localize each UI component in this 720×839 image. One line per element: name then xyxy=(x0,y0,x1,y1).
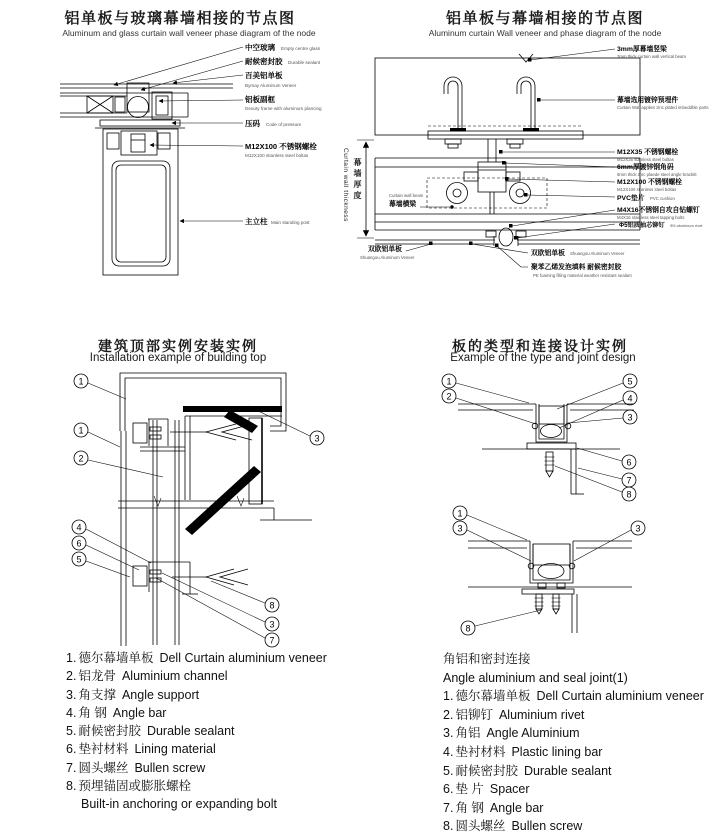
diagram-joint-design xyxy=(420,368,720,645)
label-aluminum-veneer-en: Bymay Aluminum Veneer xyxy=(245,83,297,88)
callout-5: 5 xyxy=(76,554,82,565)
legend-item xyxy=(66,667,327,685)
callout-2: 2 xyxy=(78,453,84,464)
legend-item xyxy=(443,706,704,725)
legend-en: Angle bar xyxy=(112,705,167,720)
legend-en: Durable sealant xyxy=(146,724,235,739)
legend-num: 5. xyxy=(66,724,77,739)
label-aluminum-veneer-zh: 百美铝单板 xyxy=(245,71,283,80)
dim-label-zh: 幕墙厚度 xyxy=(353,158,362,202)
legend-zh: 角支撑 xyxy=(78,687,116,702)
label-m12x35-en: M12X35 stainless steel boltas xyxy=(617,157,674,162)
legend-num: 5. xyxy=(443,763,454,778)
legend-heading-en: Angle aluminium and seal joint(1) xyxy=(443,670,628,685)
legend-en: Plastic lining bar xyxy=(511,744,603,759)
callout-4: 4 xyxy=(76,522,82,533)
panel-subtitle-installation: Installation example of building top xyxy=(89,352,267,364)
sealant-gasket-circle xyxy=(128,97,149,118)
label-vertical-beam-zh: 3mm厚幕墙竖梁 xyxy=(617,46,667,53)
wall-break-lines xyxy=(118,496,312,520)
callout-l1: 1 xyxy=(457,508,463,519)
panel-title-glass-node: 铝单板与玻璃幕墙相接的节点图 xyxy=(64,10,296,27)
legend-num: 4. xyxy=(443,744,454,759)
callout-u7: 7 xyxy=(626,475,632,486)
legend-item xyxy=(66,722,327,740)
legend-zh: 圆头螺丝 xyxy=(455,819,506,834)
label-insulating-glass-en: Empty centre glass xyxy=(281,46,321,51)
legend-zh: 德尔幕墙单板 xyxy=(78,651,154,665)
legend-item xyxy=(443,780,704,799)
dim-label-en: Curtain wall thickness xyxy=(342,148,349,222)
lower-joint-callouts xyxy=(453,506,645,635)
legend-zh: 圆头螺丝 xyxy=(78,760,129,775)
legend-item xyxy=(66,649,327,667)
bottom-labels xyxy=(360,242,632,279)
legend-en: Dell Curtain aluminium veneer xyxy=(536,689,704,704)
legend-installation xyxy=(66,649,327,814)
legend-num: 6. xyxy=(443,782,454,797)
legend-zh: 铝龙骨 xyxy=(78,669,116,684)
legend-item xyxy=(66,740,327,758)
callout-1a: 1 xyxy=(78,376,84,387)
label-subframe-zh: 铝板副框 xyxy=(245,95,275,104)
legend-en: Bullen screw xyxy=(134,760,206,775)
veneer-panel-and-channel xyxy=(121,416,190,646)
upper-joint-drawing xyxy=(458,404,634,494)
legend-item xyxy=(66,759,327,777)
legend-num: 2. xyxy=(66,669,77,684)
diagram-curtain-wall-node xyxy=(340,40,720,315)
legend-en: Aluminium rivet xyxy=(498,707,585,722)
legend-num: 3. xyxy=(443,726,454,741)
legend-en: Built-in anchoring or expanding bolt xyxy=(81,797,277,812)
callout-1b: 1 xyxy=(78,425,84,436)
legend-zh: 铝铆钉 xyxy=(455,707,493,722)
angle-bracket-connector xyxy=(464,139,520,214)
legend-item xyxy=(443,724,704,743)
label-m12x35-zh: M12X35 不锈钢螺栓 xyxy=(617,149,679,156)
callout-u1: 1 xyxy=(446,376,452,387)
label-veneer-left-en: Shuangou Aluminum Veneer xyxy=(360,255,415,260)
label-insulating-glass-zh: 中空玻璃 xyxy=(245,43,275,52)
callout-7: 7 xyxy=(269,635,275,646)
right-part-labels xyxy=(617,44,709,229)
label-rivet-zh: Φ5铝质抽芯铆钉 xyxy=(619,222,665,229)
callout-6: 6 xyxy=(76,538,82,549)
legend-en: Lining material xyxy=(134,742,216,757)
label-vertical-beam-en: 3mm thick curtain wall vertical beam xyxy=(617,54,687,59)
label-filler-en: PE foaming filling material weather resistant sealant xyxy=(533,273,632,278)
legend-num: 6. xyxy=(66,742,77,757)
legend-zh: 角 钢 xyxy=(78,705,107,720)
legend-en: Angle support xyxy=(121,687,200,702)
legend-item xyxy=(443,817,704,836)
label-pvc-cushion-zh: PVC垫片 xyxy=(617,195,645,202)
legend-zh: 垫 片 xyxy=(455,782,484,797)
legend-en: Bullen screw xyxy=(511,819,583,834)
legend-num: 8. xyxy=(66,779,77,794)
diagram-glass-curtain-node xyxy=(55,40,355,310)
panel-title-joint-design: 板的类型和连接设计实例 xyxy=(452,338,628,354)
upper-joint-callouts xyxy=(442,374,637,501)
concrete-slab xyxy=(375,54,640,135)
lower-joint-drawing xyxy=(468,541,632,633)
label-embed-part-en: Curtain Wall applies zinc plated imbeddble parts xyxy=(617,105,709,110)
pressure-cap xyxy=(95,120,185,128)
label-veneer-left-zh: 双欧铝单板 xyxy=(368,246,402,253)
legend-num: 1. xyxy=(443,689,454,704)
label-veneer-right-en: Shuangou Aluminum Veneer xyxy=(570,251,625,256)
legend-zh: 垫衬材料 xyxy=(455,744,506,759)
label-filler-zh: 聚苯乙烯发泡填料 耐候密封胶 xyxy=(531,264,622,271)
legend-joint-design xyxy=(443,650,704,836)
panel-subtitle-joint-design: Example of the type and joint design xyxy=(450,352,636,364)
legend-item xyxy=(66,686,327,704)
legend-num: 1. xyxy=(66,651,77,665)
panel-title-installation: 建筑顶部实例安装实例 xyxy=(98,338,258,354)
label-m12x100-en: M12X100 stianless steel boltas xyxy=(245,153,309,158)
label-m4x16-en: M4X16 stainless steel tapping bolts xyxy=(617,215,685,220)
embedded-hooks xyxy=(444,77,539,132)
label-m12x100-zh: M12X100 不锈钢螺栓 xyxy=(617,179,682,186)
legend-zh: 角 钢 xyxy=(455,800,484,815)
parapet-coping xyxy=(120,373,286,431)
callout-l3-left: 3 xyxy=(457,523,463,534)
upper-joint-detail xyxy=(133,419,252,446)
label-m12x100-en: M12X100 stianless steel boltas xyxy=(617,187,677,192)
callout-u4: 4 xyxy=(627,393,633,404)
callout-l8: 8 xyxy=(465,623,471,634)
part-labels xyxy=(245,42,322,226)
panel-title-wall-node: 铝单板与幕墙相接的节点图 xyxy=(445,10,644,27)
label-m12x100-zh: M12X100 不锈钢螺栓 xyxy=(245,142,317,151)
main-mullion-profile xyxy=(103,129,178,275)
callout-3-bottom: 3 xyxy=(269,619,275,630)
callout-l3-right: 3 xyxy=(635,523,641,534)
label-pvc-cushion-en: PVC cushion xyxy=(650,196,675,201)
legend-item xyxy=(66,777,327,795)
legend-zh: 德尔幕墙单板 xyxy=(455,689,531,704)
callout-u2: 2 xyxy=(446,391,452,402)
label-embed-part-zh: 幕墙选用镀锌预埋件 xyxy=(617,97,679,104)
angle-support-brace xyxy=(185,410,261,535)
legend-num: 4. xyxy=(66,705,77,720)
aluminum-subframe xyxy=(152,92,172,119)
legend-item xyxy=(66,704,327,722)
label-subframe-en: Deouty frame with aluminum plancing xyxy=(245,106,322,111)
panel-subtitle-wall-node: Aluminum curtain Wall veneer and phase diagram of the node xyxy=(428,28,662,38)
legend-zh: 耐候密封胶 xyxy=(455,763,518,778)
legend-en: Angle Aluminium xyxy=(486,726,580,741)
legend-item xyxy=(443,687,704,706)
legend-item xyxy=(443,762,704,781)
legend-num: 3. xyxy=(66,687,77,702)
panel-subtitle-glass-node: Aluminum and glass curtain wall veneer phase diagram of the node xyxy=(62,28,316,38)
callout-u8: 8 xyxy=(626,489,632,500)
callout-u6: 6 xyxy=(626,457,632,468)
legend-en: Aluminium channel xyxy=(121,669,228,684)
legend-en: Spacer xyxy=(489,782,530,797)
legend-en: Angle bar xyxy=(489,800,544,815)
legend-zh: 垫衬材料 xyxy=(78,742,129,757)
callout-8: 8 xyxy=(269,600,275,611)
label-beam-en: Curtain wall beam xyxy=(389,193,424,198)
legend-en: Durable sealant xyxy=(523,763,612,778)
callout-u5: 5 xyxy=(627,376,633,387)
legend-num: 8. xyxy=(443,819,454,834)
legend-item xyxy=(443,743,704,762)
legend-heading-zh: 角铝和密封连接 xyxy=(443,652,531,666)
legend-num: 2. xyxy=(443,707,454,722)
label-angle-code-zh: 6mm厚镀锌钢角码 xyxy=(617,164,674,171)
label-rivet-en: Φ5 aluminum rivet xyxy=(670,223,703,228)
sealant-hatch-block xyxy=(127,83,149,112)
label-weather-sealant-zh: 耐候密封胶 xyxy=(245,57,283,66)
label-pressure-cap-en: Code of pressure xyxy=(266,122,302,127)
label-m4x16-zh: M4X16不锈钢自攻自钻螺钉 xyxy=(617,207,700,214)
callout-3-right: 3 xyxy=(314,433,320,444)
beam-inner-label xyxy=(389,193,454,209)
legend-item-note xyxy=(66,795,327,813)
veneer-panel-joint xyxy=(375,228,640,246)
diagram-installation-example xyxy=(55,368,345,650)
legend-num: 7. xyxy=(66,760,77,775)
label-angle-code-en: 6mm thick zinc plaede steel angle brackitt xyxy=(617,172,697,177)
legend-zh: 预埋锚固或膨胀螺栓 xyxy=(78,779,191,794)
label-main-post-en: Main standing post xyxy=(271,220,310,225)
label-pressure-cap-zh: 压码 xyxy=(245,119,260,128)
label-weather-sealant-en: Durable sealant xyxy=(288,60,321,65)
label-veneer-right-zh: 双欧铝单板 xyxy=(531,250,565,257)
callout-u3: 3 xyxy=(627,412,633,423)
legend-num: 7. xyxy=(443,800,454,815)
legend-zh: 角铝 xyxy=(455,726,481,741)
legend-zh: 耐候密封胶 xyxy=(78,724,141,739)
legend-en: Dell Curtain aluminium veneer xyxy=(159,651,327,665)
legend-item xyxy=(443,799,704,818)
label-beam-zh: 幕墙横梁 xyxy=(389,201,417,208)
label-main-post-zh: 主立柱 xyxy=(245,217,268,226)
